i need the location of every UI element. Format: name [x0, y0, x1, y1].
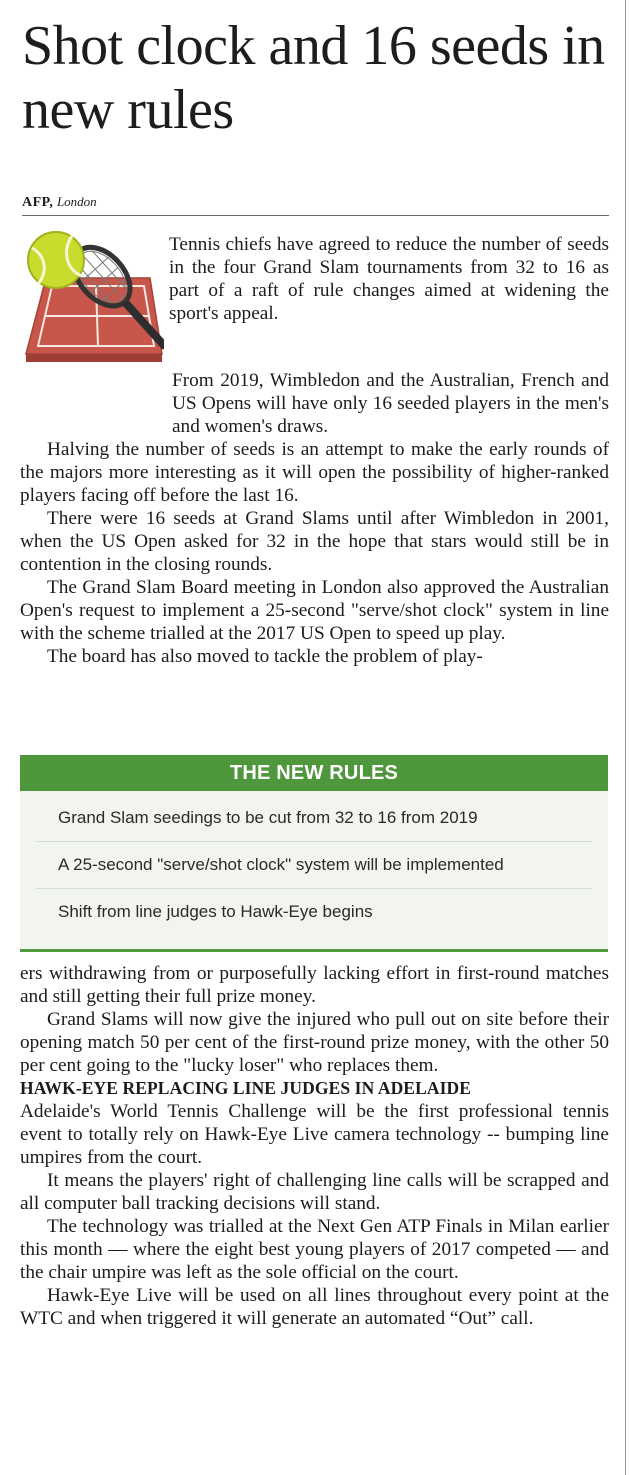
headline: Shot clock and 16 seeds in new rules: [22, 15, 605, 141]
tennis-court-ball-racket-icon: [18, 226, 164, 368]
paragraph: Hawk-Eye Live will be used on all lines throughout every point at the WTC and when triggered it will generate an automated “Out” call.: [20, 1285, 609, 1329]
article-column-top: [20, 369, 609, 668]
lead-paragraph: Tennis chiefs have agreed to reduce the number of seeds in the four Grand Slam tournaments from 32 to 16 as part of a raft of rule changes aimed at widening the sport's appeal.: [169, 234, 609, 324]
article-column-bottom: [20, 962, 609, 1330]
paragraph: The technology was trialled at the Next Gen ATP Finals in Milan earlier this month — where the eight best young players of 2017 competed — and the chair umpire was left as the sole official on the court.: [20, 1216, 609, 1283]
page-edge-rule: [625, 0, 626, 1475]
paragraph: Halving the number of seeds is an attempt to make the early rounds of the majors more interesting as it will open the possibility of higher-ranked players facing off before the last 16.: [20, 439, 609, 506]
rule-item: Grand Slam seedings to be cut from 32 to 16 from 2019: [36, 795, 592, 842]
paragraph: From 2019, Wimbledon and the Australian, French and US Opens will have only 16 seeded players in the men's and women's draws.: [172, 370, 609, 437]
paragraph: Adelaide's World Tennis Challenge will be the first professional tennis event to totally rely on Hawk-Eye Live camera technology -- bumping line umpires from the court.: [20, 1101, 609, 1168]
byline: [22, 193, 609, 216]
paragraph: Grand Slams will now give the injured who pull out on site before their opening match 50 per cent of the first-round prize money, with the other 50 per cent going to the "lucky loser" who replaces them.: [20, 1009, 609, 1076]
paragraph: There were 16 seeds at Grand Slams until after Wimbledon in 2001, when the US Open asked for 32 in the hope that stars would still be in contention in the closing rounds.: [20, 508, 609, 575]
paragraph: The board has also moved to tackle the problem of play-: [47, 646, 483, 667]
byline-agency: AFP,: [22, 195, 54, 210]
byline-location: London: [56, 194, 97, 209]
rule-item: A 25-second "serve/shot clock" system will be implemented: [36, 842, 592, 889]
paragraph: It means the players' right of challenging line calls will be scrapped and all computer ball tracking decisions will stand.: [20, 1170, 609, 1214]
paragraph: The Grand Slam Board meeting in London also approved the Australian Open's request to implement a 25-second "serve/shot clock" system in line with the scheme trialled at the 2017 US Open to speed up play.: [20, 577, 609, 644]
lead-paragraph-block: [169, 233, 609, 325]
rule-item: Shift from line judges to Hawk-Eye begins: [58, 902, 373, 921]
section-subhead: HAWK-EYE REPLACING LINE JUDGES IN ADELAIDE: [20, 1078, 472, 1098]
paragraph: ers withdrawing from or purposefully lacking effort in first-round matches and still getting their full prize money.: [20, 963, 609, 1007]
new-rules-title: THE NEW RULES: [20, 755, 608, 791]
new-rules-box: [20, 755, 608, 952]
